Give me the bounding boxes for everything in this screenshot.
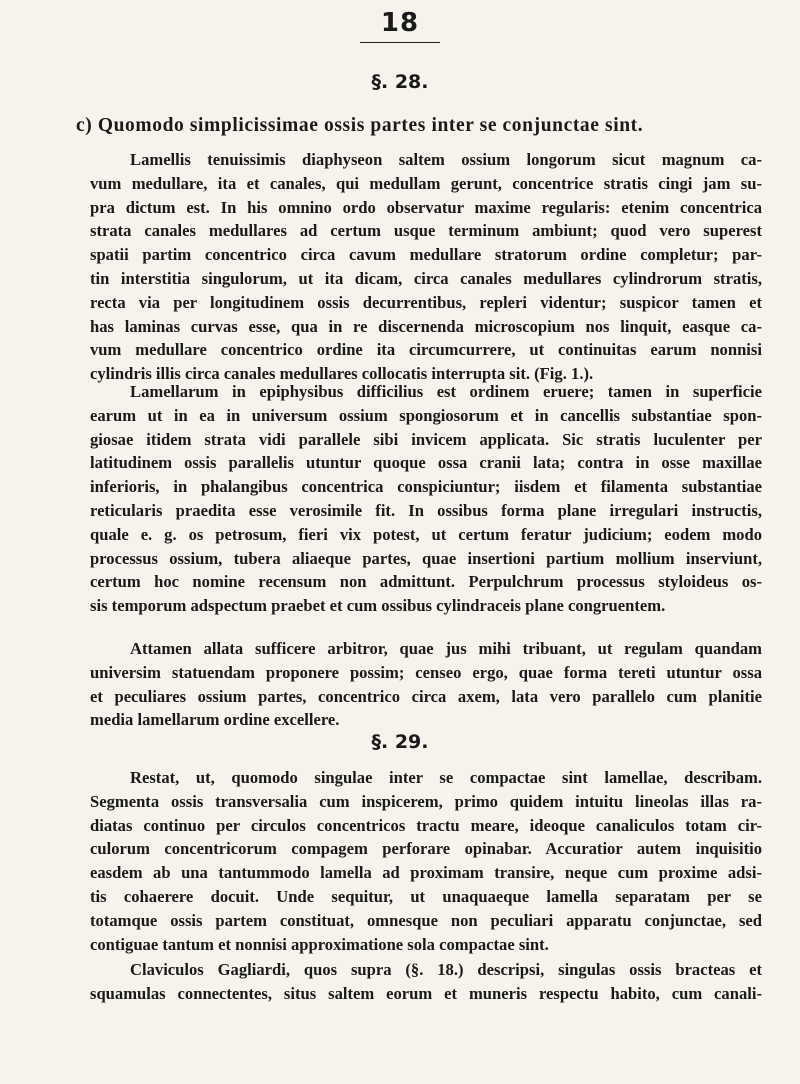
text-line: Lamellarum in epiphysibus difficilius est ordinem eruere; tamen in superficie (130, 382, 762, 401)
text-line: et peculiares ossium partes, concentrico circa axem, lata vero parallelo cum planitie (90, 686, 762, 706)
text-line: strata canales medullares ad certum usque terminum ambiunt; quod vero superest (90, 221, 762, 241)
paragraph (90, 148, 762, 386)
section-heading-28: §. 28. (371, 71, 429, 93)
text-line: tis cohaerere docuit. Unde sequitur, ut unaquaeque lamella separatam per se (90, 886, 762, 906)
paragraph (90, 958, 762, 1006)
text-line: culorum concentricorum compagem perforare opinabar. Accuratior autem inquisitio (90, 839, 762, 859)
text-line: contiguae tantum et nonnisi approximatione sola compactae sint. (90, 934, 549, 954)
text-line: giosae itidem strata vidi parallele sibi invicem applicata. Sic stratis luculenter per (90, 429, 762, 449)
text-line: vum medullare, ita et canales, qui medullam gerunt, concentrice stratis cingi jam su- (90, 173, 762, 193)
text-line: squamulas connectentes, situs saltem eorum et muneris respectu habito, cum canali- (90, 983, 762, 1003)
text-line: totamque ossis partem constituat, omnesque non peculiari apparatu conjunctae, sed (90, 910, 762, 930)
text-line: quale e. g. os petrosum, fieri vix potest, ut certum feratur judicium; eodem modo (90, 524, 762, 544)
page-number-rule (360, 42, 440, 43)
text-line: processus ossium, tubera aliaeque partes, quae insertioni partium mollium inserviunt, (90, 548, 762, 568)
text-line: vum medullare concentrico ordine ita circumcurrere, ut continuitas earum nonnisi (90, 340, 762, 360)
page-number: 18 (380, 8, 420, 38)
section-subheading: c) Quomodo simplicissimae ossis partes inter se conjunctae sint. (76, 115, 644, 136)
text-line: Restat, ut, quomodo singulae inter se compactae sint lamellae, describam. (130, 768, 762, 787)
text-line: spatii partim concentrico circa cavum medullare stratorum ordine completur; par- (90, 245, 762, 265)
text-line: recta via per longitudinem ossis decurrentibus, repleri videntur; suspicor tamen et (90, 292, 762, 312)
text-line: inferioris, in phalangibus concentrica conspiciuntur; iisdem et filamenta substantiae (90, 477, 762, 497)
text-line: Lamellis tenuissimis diaphyseon saltem ossium longorum sicut magnum ca- (130, 150, 762, 169)
section-heading-29: §. 29. (371, 731, 429, 753)
text-line: Segmenta ossis transversalia cum inspicerem, primo quidem intuitu lineolas illas ra- (90, 791, 762, 811)
text-line: Claviculos Gagliardi, quos supra (§. 18.) descripsi, singulas ossis bracteas et (130, 960, 762, 979)
text-line: latitudinem ossis parallelis utuntur quoque ossa cranii lata; contra in osse maxillae (90, 453, 762, 473)
text-line: certum hoc nomine recensum non admittunt. Perpulchrum processus styloideus os- (90, 572, 762, 592)
text-line: earum ut in ea in universum ossium spongiosorum et in cancellis substantiae spon- (90, 405, 762, 425)
text-line: Attamen allata sufficere arbitror, quae jus mihi tribuant, ut regulam quandam (130, 639, 762, 658)
text-line: cylindris illis circa canales medullares collocatis interrupta sit. (Fig. 1.). (90, 364, 594, 384)
text-line: easdem ab una tantummodo lamella ad proximam transire, neque cum proxime adsi- (90, 863, 762, 883)
text-line: sis temporum adspectum praebet et cum ossibus cylindraceis plane congruentem. (90, 596, 666, 616)
paragraph (90, 380, 762, 618)
paragraph (90, 637, 762, 732)
text-line: media lamellarum ordine excellere. (90, 710, 340, 730)
text-line: universim statuendam proponere possim; censeo ergo, quae forma tereti utuntur ossa (90, 662, 762, 682)
text-line: pra dictum est. In his omnino ordo observatur maxime regularis: etenim concentrica (90, 197, 762, 217)
paragraph (90, 766, 762, 956)
text-line: diatas continuo per circulos concentricos tractu meare, ideoque canaliculos totam cir- (90, 815, 762, 835)
text-line: tin interstitia singulorum, ut ita dicam, circa canales medullares cylindrorum stratis, (90, 268, 762, 288)
text-line: has laminas curvas esse, qua in re discernenda microscopium nos linquit, easque ca- (90, 316, 762, 336)
text-line: reticularis praedita esse verosimile fit. In ossibus forma plane irregulari instructis, (90, 500, 762, 520)
